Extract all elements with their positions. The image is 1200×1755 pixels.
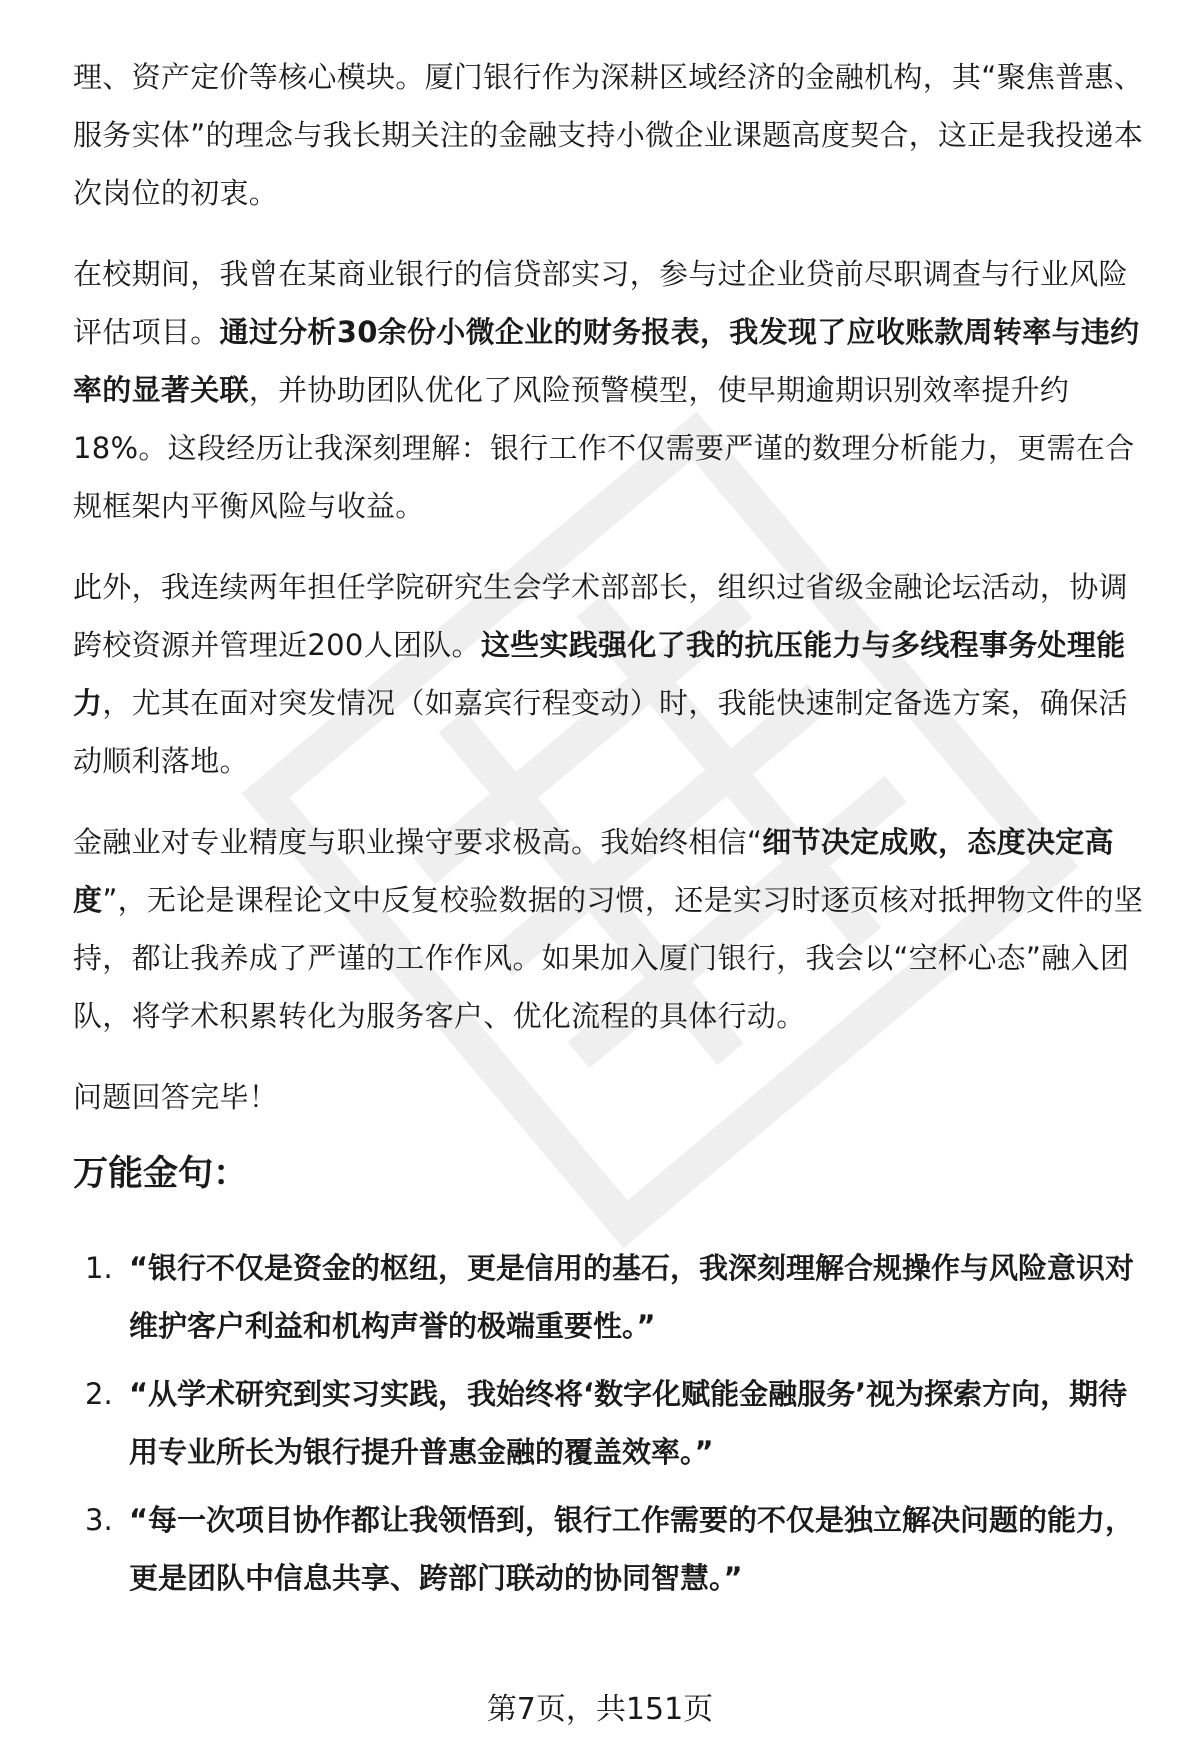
- text-run: 在校期间，我曾在某商业银行的信贷部实习，参与过企业贷前尽职调查与行业风险评估项目。: [73, 257, 1128, 349]
- list-item: [73, 1491, 1153, 1607]
- quote-list: [73, 1239, 1153, 1607]
- paragraph: [73, 558, 1153, 790]
- text-run: 理、资产定价等核心模块。厦门银行作为深耕区域经济的金融机构，其“聚焦普惠、服务实体”的理念与我长期关注的金融支持小微企业课题高度契合，这正是我投递本次岗位的初衷。: [73, 60, 1144, 210]
- list-item-number: 3.: [85, 1503, 113, 1537]
- text-run: 此外，我连续两年担任学院研究生会学术部部长，组织过省级金融论坛活动，协调跨校资源并管理近200人团队。: [73, 570, 1128, 662]
- text-run: 问题回答完毕！: [73, 1080, 279, 1114]
- paragraph: [73, 1068, 1153, 1126]
- list-item: [73, 1365, 1153, 1481]
- paragraph: [73, 245, 1153, 535]
- text-run: ，并协助团队优化了风险预警模型，使早期逾期识别效率提升约18%。这段经历让我深刻理解：银行工作不仅需要严谨的数理分析能力，更需在合规框架内平衡风险与收益。: [73, 373, 1135, 523]
- text-run: ，尤其在面对突发情况（如嘉宾行程变动）时，我能快速制定备选方案，确保活动顺利落地。: [73, 686, 1128, 778]
- page-footer: 第7页，共151页: [486, 1692, 714, 1727]
- body-paragraphs: [73, 48, 1153, 1126]
- bold-text: 这些实践强化了我的抗压能力与多线程事务处理能力: [73, 628, 1126, 720]
- text-run: 金融业对专业精度与职业操守要求极高。我始终相信“: [73, 825, 763, 859]
- bold-text: 细节决定成败，态度决定高度: [73, 825, 1114, 917]
- text-run: ”，无论是课程论文中反复校验数据的习惯，还是实习时逐页核对抵押物文件的坚持，都让我养成了严谨的工作作风。如果加入厦门银行，我会以“空杯心态”融入团队，将学术积累转化为服务客户、优化流程的具体行动。: [73, 883, 1144, 1033]
- list-item-number: 1.: [85, 1251, 113, 1285]
- list-item-text: “每一次项目协作都让我领悟到，银行工作需要的不仅是独立解决问题的能力，更是团队中信息共享、跨部门联动的协同智慧。”: [129, 1503, 1135, 1595]
- list-item-text: “从学术研究到实习实践，我始终将‘数字化赋能金融服务’视为探索方向，期待用专业所长为银行提升普惠金融的覆盖效率。”: [129, 1377, 1128, 1469]
- bold-text: 通过分析30余份小微企业的财务报表，我发现了应收账款周转率与违约率的显著关联: [73, 315, 1140, 407]
- paragraph: [73, 813, 1153, 1045]
- paragraph: [73, 48, 1153, 222]
- list-item: [73, 1239, 1153, 1355]
- main-content: [73, 48, 1153, 1617]
- list-item-text: “银行不仅是资金的枢纽，更是信用的基石，我深刻理解合规操作与风险意识对维护客户利益和机构声誉的极端重要性。”: [129, 1251, 1135, 1343]
- section-title: 万能金句：: [73, 1154, 249, 1194]
- list-item-number: 2.: [85, 1377, 113, 1411]
